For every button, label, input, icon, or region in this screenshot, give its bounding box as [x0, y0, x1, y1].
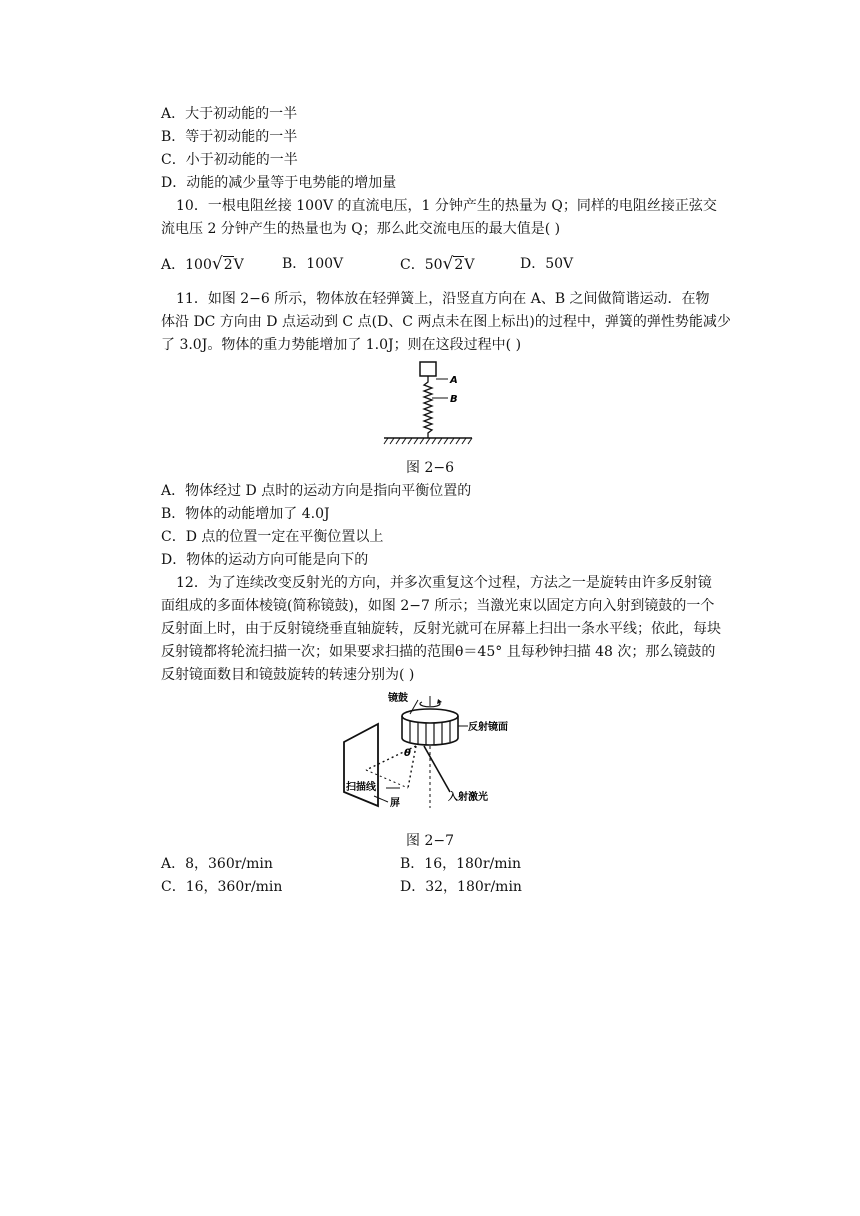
q12-text-line2: 面组成的多面体棱镜(简称镜鼓)，如图 2−7 所示；当激光束以固定方向入射到镜鼓的一个 [161, 598, 715, 614]
figure-caption-2-6: 图 2−6 [406, 460, 454, 476]
q10-option-c-label: C． [400, 257, 425, 273]
q12-text-line4: 反射镜都将轮流扫描一次；如果要求扫描的范围θ＝45° 且每秒钟扫描 48 次；那么镜鼓的 [161, 644, 716, 660]
q10-option-b: B．100V [282, 256, 344, 272]
q12-option-d: D．32，180r/min [400, 879, 522, 895]
q9-option-d: D．动能的减少量等于电势能的增加量 [161, 175, 397, 191]
q9-option-c: C．小于初动能的一半 [161, 152, 298, 168]
q12-text-line3: 反射面上时，由于反射镜绕垂直轴旋转，反射光就可在屏幕上扫出一条水平线；依此，每块 [161, 621, 721, 637]
q10-option-a-num: 100 [185, 257, 212, 273]
q10-option-a [161, 254, 244, 275]
q10-option-a-unit: V [233, 257, 244, 273]
q11-text-line3: 了 3.0J。物体的重力势能增加了 1.0J；则在这段过程中( ) [161, 337, 522, 353]
q10-option-c-num: 50 [424, 257, 443, 273]
mirror-drum-figure [338, 688, 528, 826]
figure-caption-2-7: 图 2−7 [406, 833, 454, 849]
q10-option-a-radicand: 2 [223, 257, 233, 273]
q10-option-c-radicand: 2 [454, 257, 464, 273]
q12-text-line5: 反射镜面数目和镜鼓旋转的转速分别为( ) [161, 667, 415, 683]
sqrt-symbol: √2 [442, 254, 464, 274]
fig-label-mirror: 反射镜面 [468, 722, 508, 733]
q9-option-b: B．等于初动能的一半 [161, 129, 298, 145]
q10-option-c [400, 254, 474, 275]
sqrt-symbol: √2 [211, 254, 233, 274]
q11-option-b: B．物体的动能增加了 4.0J [161, 506, 330, 522]
q11-option-c: C．D 点的位置一定在平衡位置以上 [161, 529, 384, 545]
q11-option-d: D．物体的运动方向可能是向下的 [161, 552, 369, 568]
q11-option-a: A．物体经过 D 点时的运动方向是指向平衡位置的 [161, 483, 472, 499]
q10-text-line1: 10．一根电阻丝接 100V 的直流电压，1 分钟产生的热量为 Q；同样的电阻丝接正弦交 [176, 198, 717, 214]
q12-option-a: A．8，360r/min [161, 856, 273, 872]
q10-option-d: D．50V [520, 256, 574, 272]
fig-label-drum: 镜鼓 [388, 693, 408, 704]
q10-text-line2: 流电压 2 分钟产生的热量也为 Q；那么此交流电压的最大值是( ) [161, 221, 561, 237]
fig-label-theta: θ [404, 748, 411, 759]
q9-option-a: A．大于初动能的一半 [161, 106, 298, 122]
spring-figure [380, 358, 480, 454]
q10-option-c-unit: V [464, 257, 475, 273]
fig-label-b: B [450, 394, 458, 405]
fig-label-laser: 入射激光 [448, 792, 488, 803]
q11-text-line1: 11．如图 2−6 所示，物体放在轻弹簧上，沿竖直方向在 A、B 之间做简谐运动．在物 [176, 291, 710, 307]
fig-label-scanline: 扫描线 [346, 782, 376, 793]
q10-option-a-label: A． [161, 257, 186, 273]
fig-label-screen: 屏 [390, 798, 400, 809]
q12-text-line1: 12．为了连续改变反射光的方向，并多次重复这个过程，方法之一是旋转由许多反射镜 [176, 575, 712, 591]
q12-option-c: C．16，360r/min [161, 879, 283, 895]
screen-shape [344, 724, 378, 806]
fig-label-a: A [450, 375, 458, 386]
q11-text-line2: 体沿 DC 方向由 D 点运动到 C 点(D、C 两点未在图上标出)的过程中，弹簧的弹性势能减少 [161, 314, 731, 330]
q12-option-b: B．16，180r/min [400, 856, 522, 872]
